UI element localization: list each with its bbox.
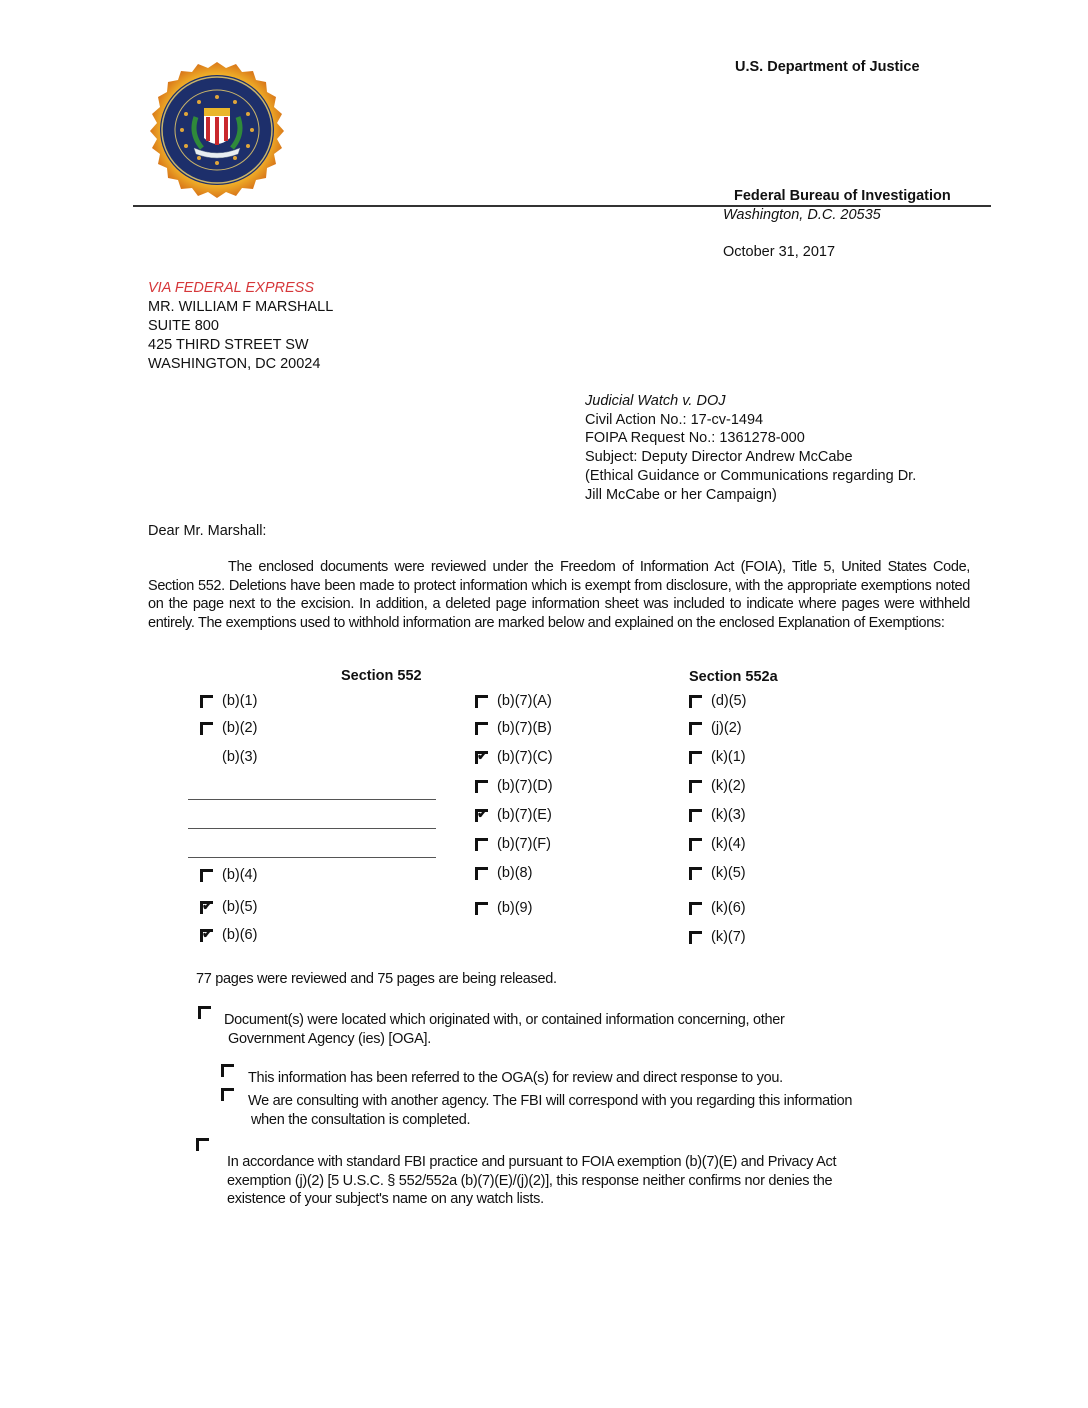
exemption-checkbox-row[interactable]: [689, 748, 746, 766]
checkbox-icon[interactable]: [475, 867, 488, 880]
checkbox-icon[interactable]: [689, 867, 702, 880]
exemption-checkbox-row[interactable]: [200, 866, 257, 884]
checkbox-icon: [221, 1088, 234, 1101]
checkmark-icon: ✔: [202, 925, 213, 941]
exemption-label: (d)(5): [711, 693, 747, 709]
checked-checkbox-icon[interactable]: [200, 897, 213, 914]
checkbox-icon: [221, 1064, 234, 1077]
pages-summary: 77 pages were reviewed and 75 pages are being released.: [196, 971, 557, 987]
fbi-seal: [138, 62, 296, 198]
checkbox-icon[interactable]: [200, 869, 213, 882]
checkmark-icon: ✔: [477, 805, 488, 821]
exemption-checkbox-row[interactable]: [475, 835, 551, 853]
oga-line: Government Agency (ies) [OGA].: [228, 1030, 431, 1047]
exemption-label: (b)(1): [222, 693, 258, 709]
checkbox-icon[interactable]: [475, 722, 488, 735]
oga-consulting-line: We are consulting with another agency. The FBI will correspond with you regarding this information: [248, 1093, 853, 1109]
oga-consulting-text: [248, 1092, 852, 1129]
intro-text: The enclosed documents were reviewed under the Freedom of Information Act (FOIA), Title 5, United States Code, Section 552. Deletions have been made to protect information which is exempt from disclosure, with the appropriate exemptions noted on the page next to the excision. In addition, a deleted page information sheet was included to indicate where pages were withheld entirely. The exemptions used to withhold information are marked below and explained on the enclosed Explanation of Exemptions:: [148, 559, 970, 631]
exemption-label: (k)(5): [711, 865, 746, 881]
exemption-checkbox-row[interactable]: [475, 806, 552, 824]
case-name: Judicial Watch v. DOJ: [585, 393, 726, 409]
checkbox-icon[interactable]: [689, 902, 702, 915]
checkbox-icon: [196, 1138, 209, 1151]
watchlist-line: existence of your subject's name on any watch lists.: [227, 1191, 544, 1207]
blank-exemption-line: [188, 799, 436, 800]
exemption-label: (b)(8): [497, 865, 533, 881]
checkbox-icon[interactable]: [689, 780, 702, 793]
subject-line: (Ethical Guidance or Communications regarding Dr.: [585, 467, 917, 484]
checkbox-icon[interactable]: [689, 751, 702, 764]
watchlist-text: [227, 1153, 836, 1209]
checkbox-icon[interactable]: [475, 838, 488, 851]
checkbox-icon[interactable]: [475, 695, 488, 708]
exemption-checkbox-row[interactable]: [200, 898, 257, 916]
bureau-address: Washington, D.C. 20535: [723, 207, 881, 223]
exemption-checkbox-row[interactable]: [475, 899, 532, 917]
oga-line: Document(s) were located which originated with, or contained information concerning, other: [224, 1012, 785, 1028]
exemption-label: (j)(2): [711, 720, 742, 736]
checkbox-icon[interactable]: [689, 695, 702, 708]
recipient-address-line: 425 THIRD STREET SW: [148, 337, 309, 353]
exemption-checkbox-row[interactable]: [200, 748, 257, 766]
exemption-checkbox-row[interactable]: [689, 806, 746, 824]
exemption-checkbox-row[interactable]: [689, 928, 746, 946]
exemption-label: (b)(7)(E): [497, 807, 552, 823]
blank-exemption-line: [188, 828, 436, 829]
section-552a-heading: Section 552a: [689, 669, 778, 685]
exemption-checkbox-row[interactable]: [475, 692, 552, 710]
exemption-label: (k)(2): [711, 778, 746, 794]
exemption-label: (b)(7)(B): [497, 720, 552, 736]
checked-checkbox-icon[interactable]: [200, 925, 213, 942]
blank-exemption-line: [188, 857, 436, 858]
recipient-address: [148, 279, 333, 374]
watchlist-line: In accordance with standard FBI practice and pursuant to FOIA exemption (b)(7)(E) and Privacy Act: [227, 1154, 837, 1170]
delivery-method: VIA FEDERAL EXPRESS: [148, 280, 315, 296]
exemption-checkbox-row[interactable]: [689, 835, 746, 853]
civil-action-number: Civil Action No.: 17-cv-1494: [585, 411, 764, 428]
exemption-checkbox-row[interactable]: [475, 864, 532, 882]
letter-date: October 31, 2017: [723, 244, 836, 260]
bureau-name: Federal Bureau of Investigation: [734, 188, 951, 204]
exemption-label: (k)(7): [711, 929, 746, 945]
watchlist-line: exemption (j)(2) [5 U.S.C. § 552/552a (b)(7)(E)/(j)(2)], this response neither confirms nor denies the: [227, 1172, 833, 1189]
reference-block: [585, 392, 916, 504]
exemption-label: (b)(7)(C): [497, 749, 553, 765]
checkbox-icon[interactable]: [689, 809, 702, 822]
exemption-label: (b)(9): [497, 900, 533, 916]
salutation: Dear Mr. Marshall:: [148, 523, 267, 539]
checkbox-icon: [198, 1006, 211, 1019]
exemption-label: (b)(2): [222, 720, 258, 736]
oga-referred-checkbox[interactable]: [221, 1064, 243, 1077]
exemption-checkbox-row[interactable]: [475, 748, 553, 766]
recipient-name: MR. WILLIAM F MARSHALL: [148, 299, 334, 315]
checkmark-icon: ✔: [202, 897, 213, 913]
section-552-heading: Section 552: [341, 668, 422, 684]
checkbox-icon[interactable]: [689, 722, 702, 735]
exemption-checkbox-row[interactable]: [689, 719, 742, 737]
exemption-checkbox-row[interactable]: [475, 777, 553, 795]
watchlist-checkbox[interactable]: [196, 1138, 218, 1151]
department-name: U.S. Department of Justice: [735, 59, 920, 75]
oga-consulting-line: when the consultation is completed.: [251, 1111, 471, 1128]
checkbox-icon[interactable]: [200, 751, 213, 764]
oga-checkbox[interactable]: [198, 1006, 220, 1019]
exemption-label: (b)(5): [222, 899, 258, 915]
recipient-address-line: WASHINGTON, DC 20024: [148, 356, 321, 372]
checkbox-icon[interactable]: [200, 722, 213, 735]
exemption-label: (k)(6): [711, 900, 746, 916]
exemption-checkbox-row[interactable]: [200, 926, 257, 944]
checkbox-icon[interactable]: [200, 695, 213, 708]
exemption-checkbox-row[interactable]: [689, 692, 746, 710]
checkbox-icon[interactable]: [475, 780, 488, 793]
checked-checkbox-icon[interactable]: [475, 747, 488, 764]
exemption-checkbox-row[interactable]: [200, 692, 257, 710]
checked-checkbox-icon[interactable]: [475, 805, 488, 822]
checkbox-icon[interactable]: [689, 931, 702, 944]
exemption-checkbox-row[interactable]: [689, 899, 746, 917]
oga-consulting-checkbox[interactable]: [221, 1088, 243, 1101]
exemption-checkbox-row[interactable]: [689, 777, 746, 795]
oga-referred-text: This information has been referred to the OGA(s) for review and direct response to you.: [248, 1070, 783, 1086]
exemption-label: (b)(7)(A): [497, 693, 552, 709]
checkmark-icon: ✔: [477, 747, 488, 763]
foipa-request-number: FOIPA Request No.: 1361278-000: [585, 430, 805, 447]
oga-text: [224, 1011, 785, 1048]
checkbox-icon[interactable]: [689, 838, 702, 851]
exemption-checkbox-row[interactable]: [475, 719, 552, 737]
exemption-label: (k)(1): [711, 749, 746, 765]
exemption-label: (b)(3): [222, 749, 258, 765]
exemption-label: (k)(3): [711, 807, 746, 823]
subject-line: Subject: Deputy Director Andrew McCabe: [585, 449, 853, 466]
exemption-checkbox-row[interactable]: [689, 864, 746, 882]
exemption-label: (b)(7)(D): [497, 778, 553, 794]
exemption-checkbox-row[interactable]: [200, 719, 257, 737]
exemption-label: (b)(6): [222, 927, 258, 943]
exemption-label: (b)(4): [222, 867, 258, 883]
intro-paragraph: [148, 558, 970, 632]
recipient-address-line: SUITE 800: [148, 318, 219, 334]
exemption-label: (b)(7)(F): [497, 836, 551, 852]
subject-line: Jill McCabe or her Campaign): [585, 486, 777, 503]
exemption-label: (k)(4): [711, 836, 746, 852]
fbi-seal-icon: [138, 62, 296, 198]
checkbox-icon[interactable]: [475, 902, 488, 915]
